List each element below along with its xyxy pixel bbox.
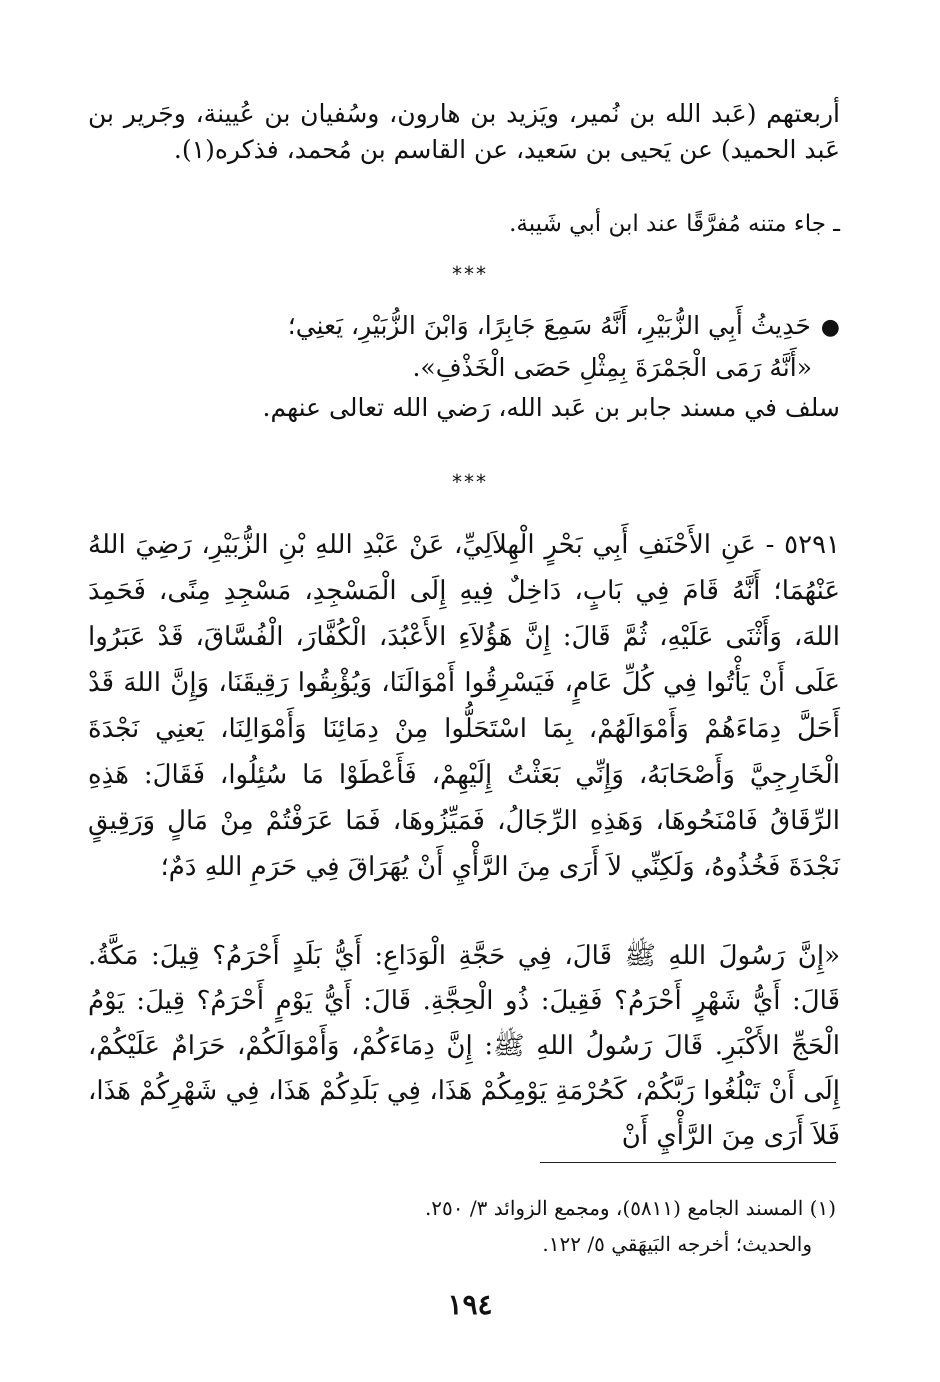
footnote-divider <box>540 1162 836 1163</box>
intro-chain-text: أربعتهم (عَبد الله بن نُمير، ويَزيد بن هارون، وسُفيان بن عُيينة، وجَرير بن عَبد الحميد) عن يَحيى بن سَعيد، عن القاسم بن مُحمد، فذكره(١). <box>88 99 840 164</box>
hadith-reference-note: سلف في مسند جابر بن عَبد الله، رَضي الله تعالى عنهم. <box>262 393 840 422</box>
hadith-5291 <box>88 522 840 890</box>
hadith-reference-title-text: حَدِيثُ أَبِي الزُّبَيْرِ، أَنَّهُ سَمِعَ جَابِرًا، وَابْنَ الزُّبَيْرِ، يَعنِي؛ <box>287 311 811 340</box>
separator-stars: *** <box>452 262 488 286</box>
footnote-1: (١) المسند الجامع (٥٨١١)، ومجمع الزوائد ٣/ ٢٥٠. <box>424 1196 836 1220</box>
hadith-5291-quote <box>88 934 840 1159</box>
bullet-icon: ● <box>820 315 840 340</box>
hadith-reference-title <box>88 306 840 348</box>
hadith-5291-quote-text: «إِنَّ رَسُولَ اللهِ ﷺ قَالَ، فِي حَجَّةِ الْوَدَاعِ: أَيُّ بَلَدٍ أَحْرَمُ؟ قِيلَ: مَكَّةُ. قَالَ: أَيُّ شَهْرٍ أَحْرَمُ؟ فَقِيلَ: ذُو الْحِجَّةِ. قَالَ: أَيُّ يَوْمٍ أَحْرَمُ؟ قِيلَ: يَوْمُ الْحَجِّ الأَكْبَرِ. قَالَ رَسُولُ اللهِ ﷺ: إِنَّ دِمَاءَكُمْ، وَأَمْوَالَكُمْ، حَرَامٌ عَلَيْكُمْ، إِلَى أَنْ تَبْلُغُوا رَبَّكُمْ، كَحُرْمَةِ يَوْمِكُمْ هَذَا، فِي بَلَدِكُمْ هَذَا، فِي شَهْرِكُمْ هَذَا، فَلاَ أَرَى مِنَ الرَّأْيِ أَنْ <box>88 941 840 1151</box>
intro-note: ـ جاء متنه مُفرَّقًا عند ابن أبي شَيبة. <box>509 211 840 237</box>
intro-paragraph <box>88 96 840 168</box>
page-number: ١٩٤ <box>447 1288 493 1321</box>
footnote-1-continuation: والحديث؛ أخرجه البَيهَقي ٥/ ١٢٢. <box>542 1232 812 1256</box>
hadith-reference-matn: «أَنَّهُ رَمَى الْجَمْرَةَ بِمِثْلِ حَصَى الْخَذْفِ». <box>412 353 812 382</box>
footnotes <box>136 1190 836 1262</box>
separator-stars: *** <box>452 470 488 494</box>
hadith-5291-text: ٥٢٩١ - عَنِ الأَحْنَفِ أَبِي بَحْرٍ الْهِلاَلِيِّ، عَنْ عَبْدِ اللهِ بْنِ الزُّبَيْرِ، رَضِيَ اللهُ عَنْهُمَا؛ أَنَّهُ قَامَ فِي بَابٍ، دَاخِلٌ فِيهِ إِلَى الْمَسْجِدِ، مَسْجِدِ مِنًى، فَحَمِدَ اللهَ، وَأَثْنَى عَلَيْهِ، ثُمَّ قَالَ: إِنَّ هَؤُلاَءِ الأَعْبُدَ، الْكُفَّارَ، الْفُسَّاقَ، قَدْ عَبَرُوا عَلَى أَنْ يَأْتُوا فِي كُلِّ عَامٍ، فَيَسْرِقُوا أَمْوَالَنَا، وَيُؤْبِقُوا رَقِيقَنَا، وَإِنَّ اللهَ قَدْ أَحَلَّ دِمَاءَهُمْ وَأَمْوَالَهُمْ، بِمَا اسْتَحَلُّوا مِنْ دِمَائِنَا وَأَمْوَالِنَا، يَعنِي نَجْدَةَ الْخَارِجِيَّ وَأَصْحَابَهُ، وَإِنِّي بَعَثْتُ إِلَيْهِمْ، فَأَعْطَوْا مَا سُئِلُوا، فَقَالَ: هَذِهِ الرِّقَاقُ فَامْنَحُوهَا، وَهَذِهِ الرِّجَالُ، فَمَيِّزُوهَا، فَمَا عَرَفْتُمْ مِنْ مَالٍ وَرَقِيقٍ نَجْدَةَ فَخُذُوهُ، وَلَكِنِّي لاَ أَرَى مِنَ الرَّأْيِ أَنْ يُهَرَاقَ فِي حَرَمِ اللهِ دَمٌ؛ <box>88 530 840 882</box>
hadith-reference <box>88 306 840 428</box>
